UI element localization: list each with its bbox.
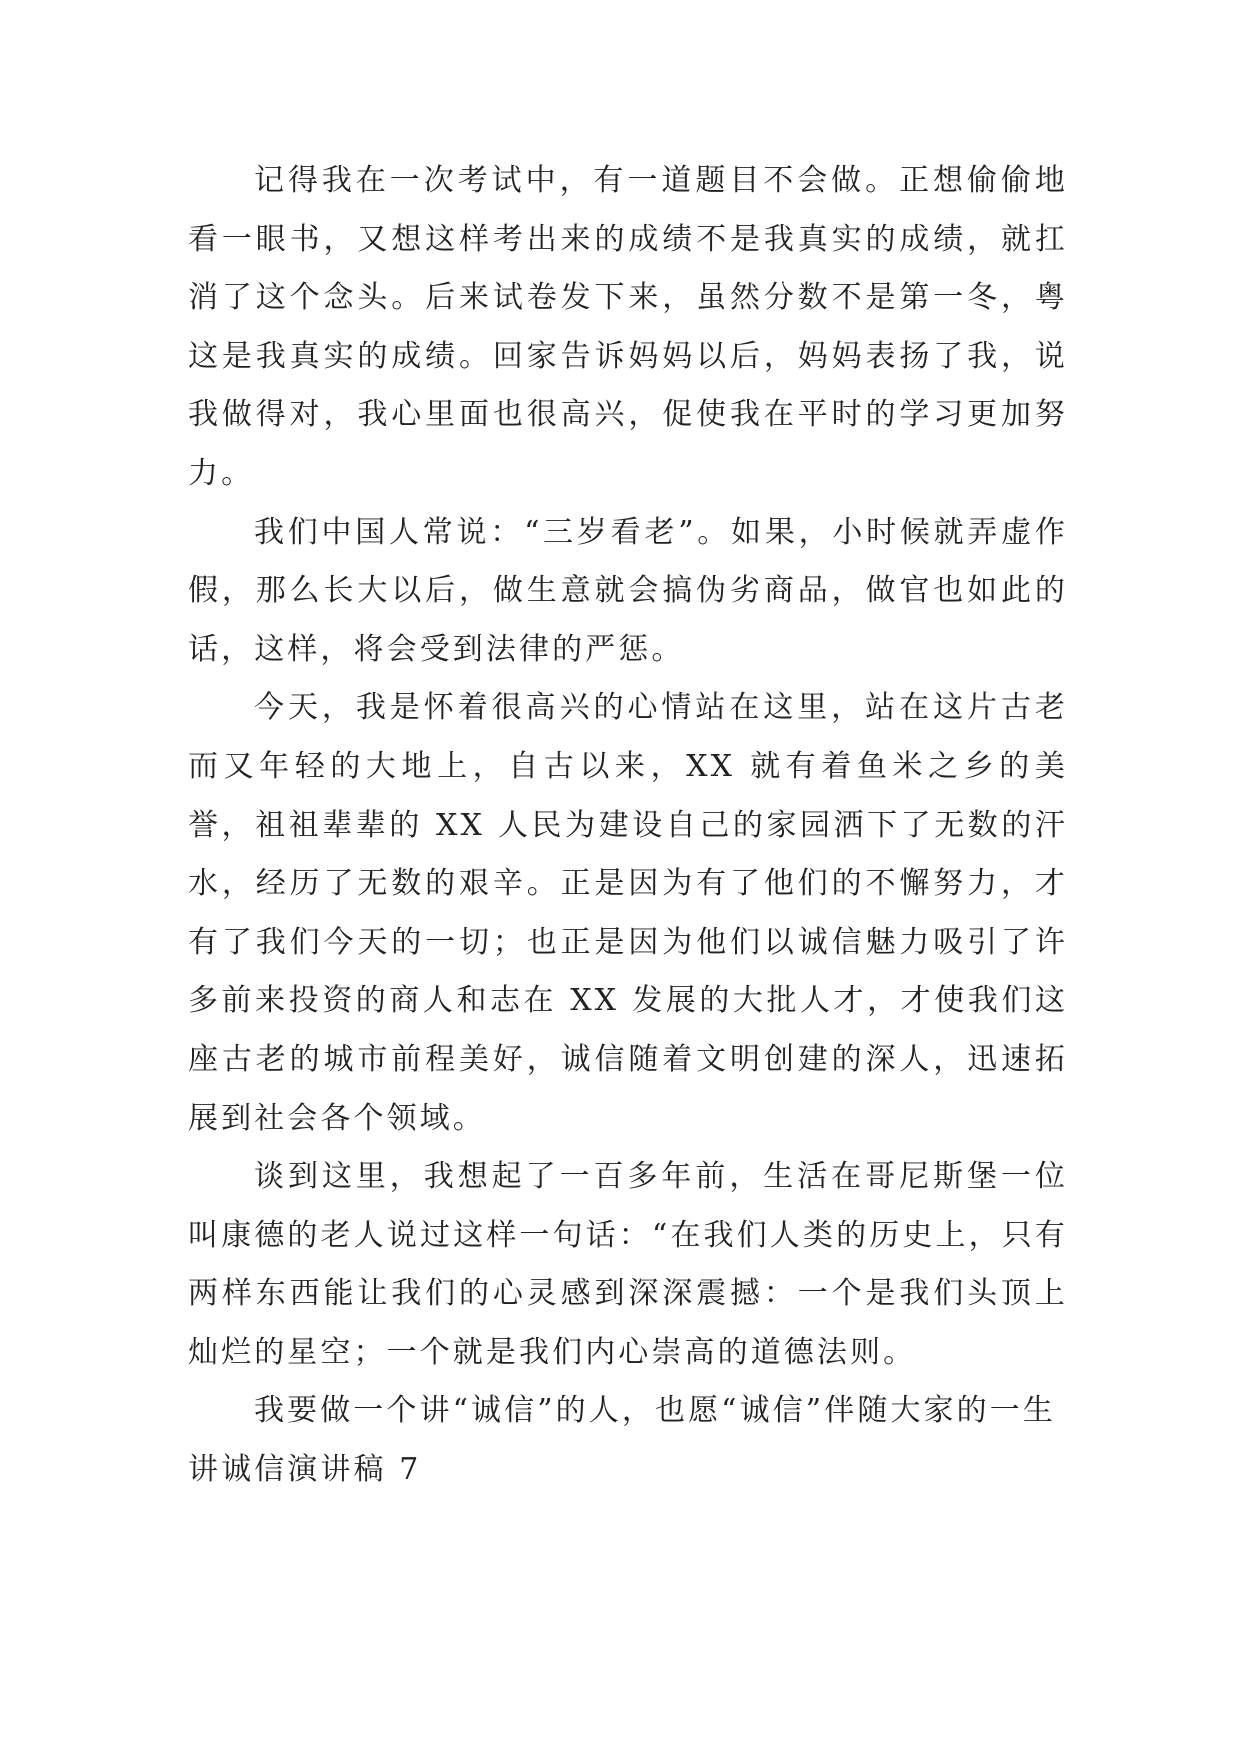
paragraph-kant-quote: 谈到这里，我想起了一百多年前，生活在哥尼斯堡一位叫康德的老人说过这样一句话：“在我们人类的历史上，只有两样东西能让我们的心灵感到深深震撼：一个是我们头顶上灿烂的星空；一个就是我们内心崇高的道德法则。	[188, 1159, 1068, 1370]
paragraph-exam-story: 记得我在一次考试中，有一道题目不会做。正想偷偷地看一眼书，又想这样考出来的成绩不是我真实的成绩，就扛消了这个念头。后来试卷发下来，虽然分数不是第一冬，粤这是我真实的成绩。回家告诉妈妈以后，妈妈表扬了我，说我做得对，我心里面也很高兴，促使我在平时的学习更加努力。	[188, 163, 1068, 491]
paragraph-proverb: 我们中国人常说：“三岁看老”。如果，小时候就弄虚作假，那么长大以后，做生意就会搞伪劣商品，做官也如此的话，这样，将会受到法律的严惩。	[188, 514, 1068, 667]
paragraph-hometown: 今天，我是怀着很高兴的心情站在这里，站在这片古老而又年轻的大地上，自古以来，XX 就有着鱼米之乡的美誉，祖祖辈辈的 XX 人民为建设自己的家园洒下了无数的汗水，经历了无数的艰辛。正是因为有了他们的不懈努力，才有了我们今天的一切；也正是因为他们以诚信魅力吸引了许多前来投资的商人和志在 XX 发展的大批人才，才使我们这座古老的城市前程美好，诚信随着文明创建的深人，迅速拓展到社会各个领域。	[188, 690, 1068, 1136]
paragraph-closing: 我要做一个讲“诚信”的人，也愿“诚信”伴随大家的一生	[254, 1393, 1056, 1429]
document-body	[188, 152, 1068, 1500]
next-section-heading: 讲诚信演讲稿 7	[188, 1452, 422, 1488]
